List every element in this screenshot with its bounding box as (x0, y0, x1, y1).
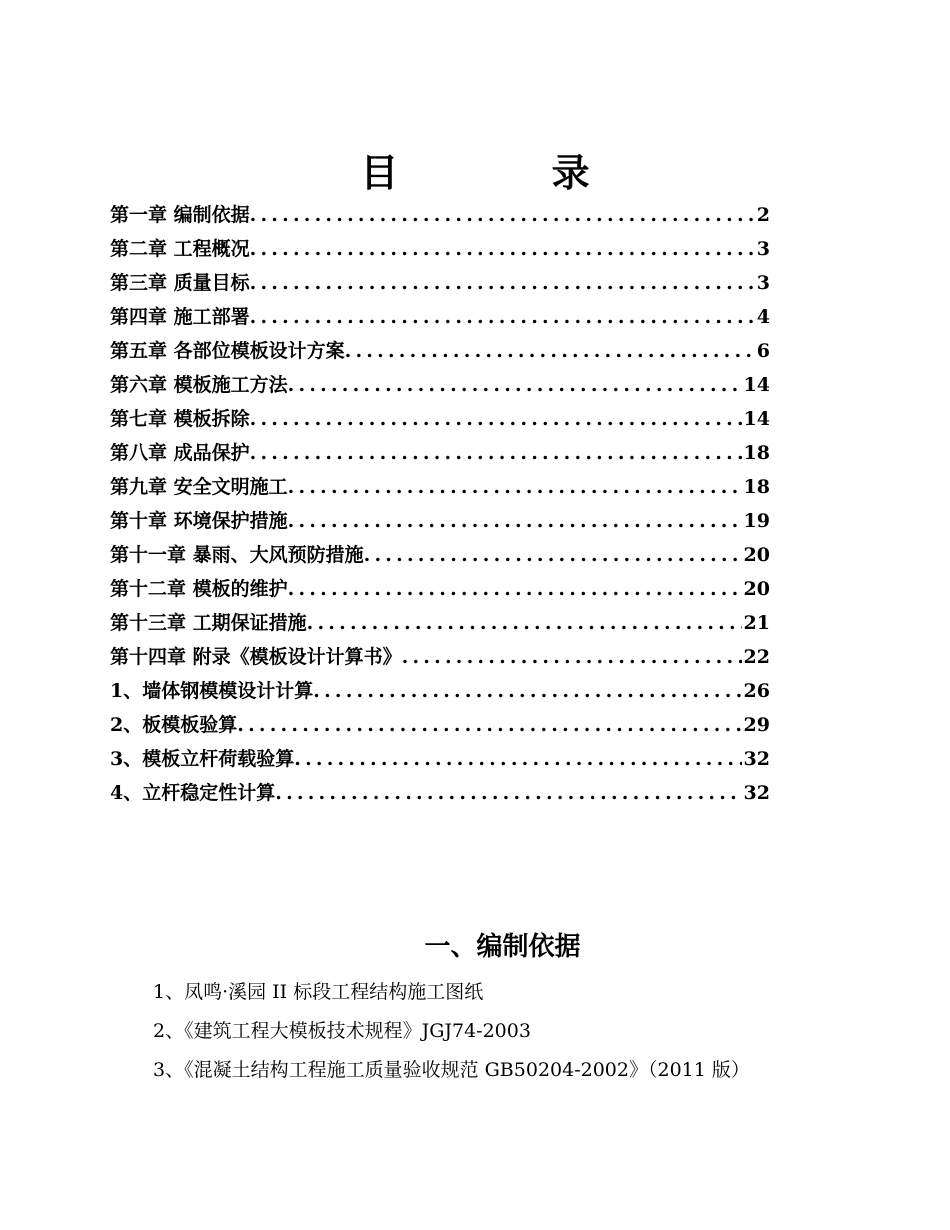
toc-dot-leader (313, 674, 741, 708)
toc-entry[interactable] (110, 708, 770, 742)
toc-dot-leader (288, 504, 742, 538)
toc-entry[interactable] (110, 606, 770, 640)
toc-entry-label: 第一章 编制依据 (110, 204, 250, 226)
toc-entry-page: 29 (743, 714, 770, 736)
toc-dot-leader (250, 300, 755, 334)
toc-entry[interactable] (110, 232, 770, 266)
toc-entry[interactable] (110, 640, 770, 674)
toc-entry-label: 第九章 安全文明施工 (110, 476, 288, 498)
toc-entry-label: 第十四章 附录《模板设计计算书》 (110, 646, 402, 668)
toc-entry-label: 第十三章 工期保证措施 (110, 612, 307, 634)
section-heading: 一、编制依据 (424, 932, 581, 962)
toc-dot-leader (237, 708, 741, 742)
toc-entry-page: 18 (743, 476, 770, 498)
table-of-contents (110, 198, 770, 810)
toc-entry-page: 32 (743, 748, 770, 770)
toc-entry[interactable] (110, 504, 770, 538)
basis-list-item: 3、《混凝土结构工程施工质量验收规范 GB50204-2002》（2011 版） (153, 1059, 750, 1081)
toc-entry-page: 20 (743, 578, 770, 600)
toc-entry[interactable] (110, 334, 770, 368)
basis-list (153, 975, 873, 1092)
toc-entry[interactable] (110, 572, 770, 606)
toc-entry-label: 3、模板立杆荷载验算 (110, 748, 295, 770)
toc-entry-label: 1、墙体钢模模设计计算 (110, 680, 314, 702)
toc-entry-page: 21 (743, 612, 770, 634)
toc-entry-page: 32 (743, 782, 770, 804)
toc-entry-label: 第二章 工程概况 (110, 238, 250, 260)
toc-entry[interactable] (110, 266, 770, 300)
toc-entry[interactable] (110, 470, 770, 504)
toc-entry-label: 第八章 成品保护 (110, 442, 250, 464)
toc-dot-leader (345, 334, 755, 368)
toc-entry-page: 20 (743, 544, 770, 566)
toc-dot-leader (402, 640, 742, 674)
toc-entry-page: 6 (756, 340, 770, 362)
toc-entry-label: 第四章 施工部署 (110, 306, 250, 328)
toc-entry[interactable] (110, 402, 770, 436)
toc-title: 目 录 (360, 150, 660, 195)
basis-list-item: 2、《建筑工程大模板技术规程》JGJ74-2003 (153, 1020, 531, 1042)
toc-entry-page: 14 (743, 408, 770, 430)
toc-dot-leader (275, 776, 741, 810)
toc-dot-leader (250, 436, 742, 470)
toc-entry-label: 第十章 环境保护措施 (110, 510, 288, 532)
toc-entry[interactable] (110, 742, 770, 776)
toc-entry-label: 第六章 模板施工方法 (110, 374, 288, 396)
toc-entry-label: 第七章 模板拆除 (110, 408, 250, 430)
toc-entry[interactable] (110, 674, 770, 708)
toc-dot-leader (307, 606, 742, 640)
toc-dot-leader (288, 470, 742, 504)
toc-entry[interactable] (110, 300, 770, 334)
toc-entry-label: 第五章 各部位模板设计方案 (110, 340, 345, 362)
toc-entry-page: 3 (756, 238, 770, 260)
toc-dot-leader (250, 402, 742, 436)
toc-entry[interactable] (110, 368, 770, 402)
toc-entry-label: 第十二章 模板的维护 (110, 578, 288, 600)
toc-entry-label: 4、立杆稳定性计算 (110, 782, 276, 804)
toc-dot-leader (294, 742, 741, 776)
toc-entry-page: 22 (743, 646, 770, 668)
toc-entry-page: 26 (743, 680, 770, 702)
toc-entry[interactable] (110, 776, 770, 810)
toc-entry[interactable] (110, 538, 770, 572)
toc-entry-page: 4 (756, 306, 770, 328)
toc-dot-leader (250, 266, 755, 300)
toc-entry[interactable] (110, 436, 770, 470)
toc-entry-page: 2 (756, 204, 770, 226)
toc-entry-page: 3 (756, 272, 770, 294)
basis-list-item: 1、凤鸣·溪园 II 标段工程结构施工图纸 (153, 981, 484, 1003)
toc-entry-page: 19 (743, 510, 770, 532)
toc-dot-leader (364, 538, 742, 572)
toc-dot-leader (288, 572, 742, 606)
toc-dot-leader (250, 198, 755, 232)
toc-entry-page: 14 (743, 374, 770, 396)
toc-dot-leader (288, 368, 742, 402)
toc-entry[interactable] (110, 198, 770, 232)
toc-entry-label: 第三章 质量目标 (110, 272, 250, 294)
toc-dot-leader (250, 232, 755, 266)
toc-entry-page: 18 (743, 442, 770, 464)
toc-entry-label: 2、板模板验算 (110, 714, 238, 736)
toc-entry-label: 第十一章 暴雨、大风预防措施 (110, 544, 364, 566)
